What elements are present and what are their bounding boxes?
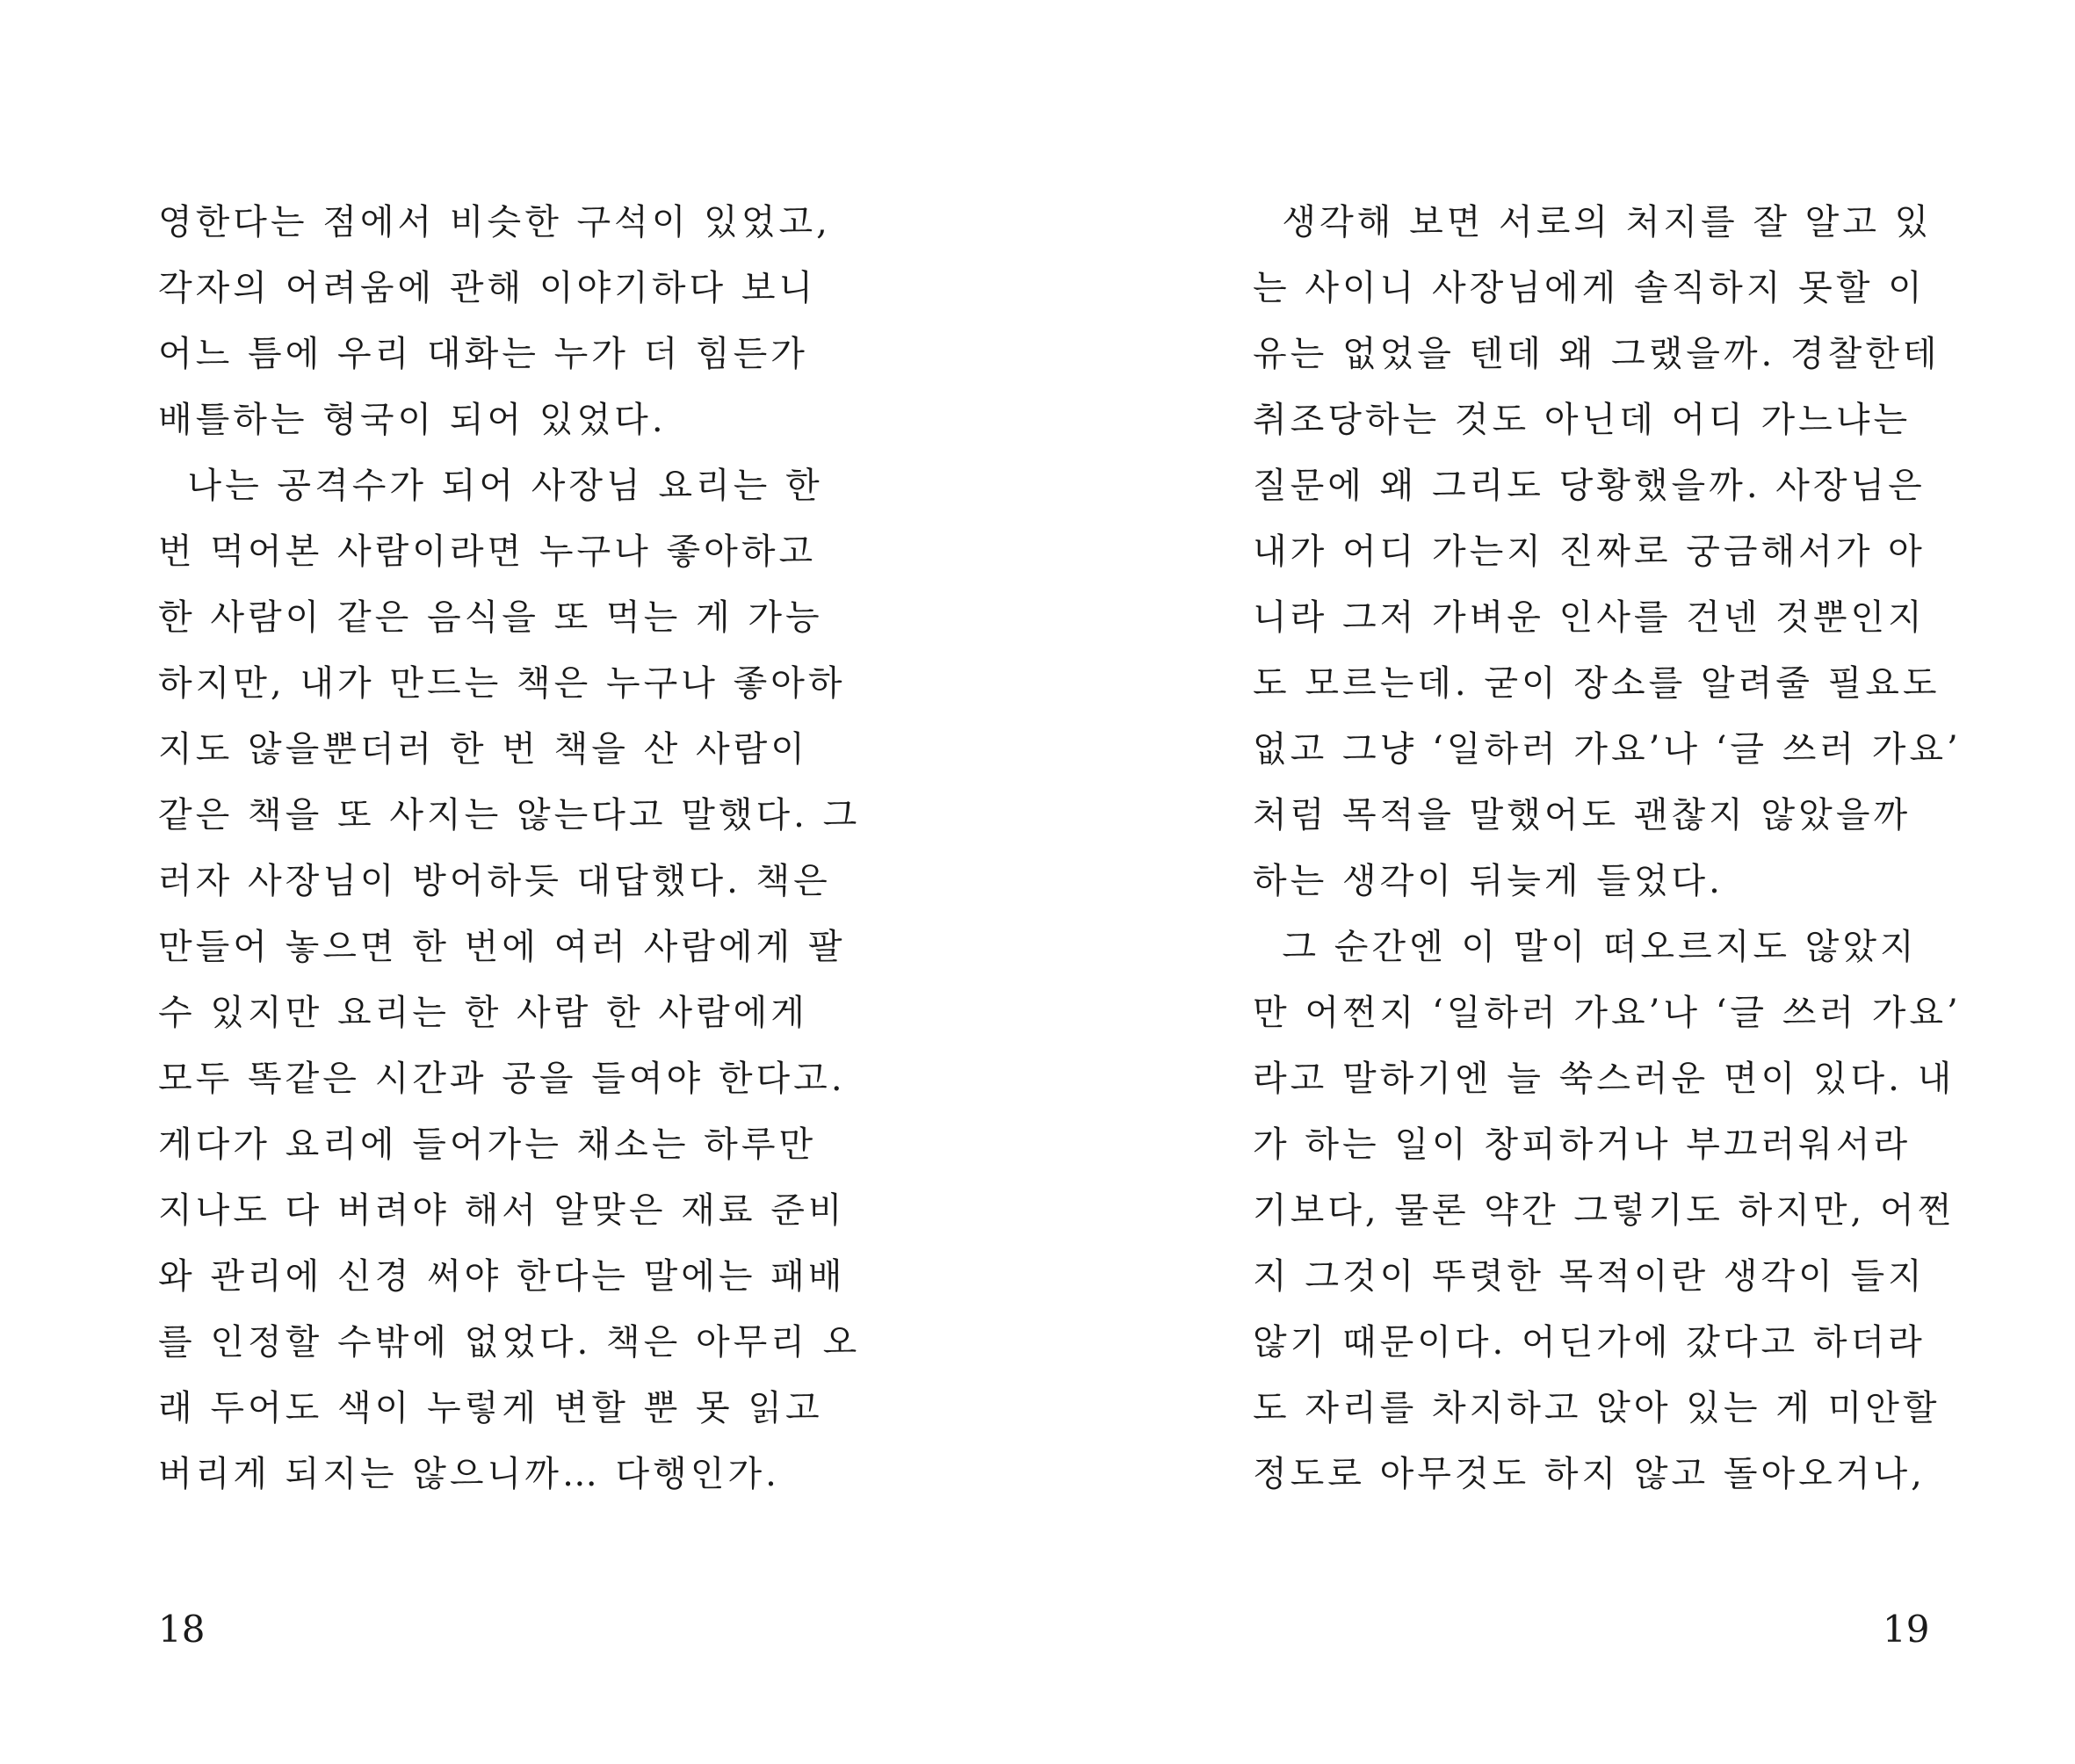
right-line-12: 그 순간엔 이 말이 떠오르지도 않았지 xyxy=(1253,927,1918,967)
right-page-number: 19 xyxy=(1883,1608,1930,1651)
right-line-5: 질문에 왜 그리도 당황했을까. 사장님은 xyxy=(1253,466,1926,506)
right-line-3: 유는 없었을 텐데 왜 그랬을까. 경찰한테 xyxy=(1253,334,1941,374)
right-line-18: 않기 때문이다. 어딘가에 갔다고 하더라 xyxy=(1253,1322,1926,1363)
left-line-1: 영한다는 점에서 비슷한 구석이 있었고, xyxy=(158,202,831,242)
left-line-12: 만들어 놓으면 한 번에 여러 사람에게 팔 xyxy=(158,927,846,967)
right-line-10: 처럼 목적을 말했어도 괜찮지 않았을까 xyxy=(1253,795,1912,835)
right-line-9: 없고 그냥 ‘일하러 가요’나 ‘글 쓰러 가요’ xyxy=(1253,729,1962,770)
right-line-7: 니라 그저 가벼운 인사를 건넨 것뿐인지 xyxy=(1253,597,1926,638)
right-line-20: 정도로 아무것도 하지 않고 돌아오거나, xyxy=(1253,1454,1926,1494)
left-line-13: 수 있지만 요리는 한 사람 한 사람에게 xyxy=(158,993,808,1033)
right-line-19: 도 자리를 차지하고 앉아 있는 게 미안할 xyxy=(1253,1388,1941,1428)
right-line-6: 내가 어디 가는지 진짜로 궁금해서가 아 xyxy=(1253,531,1926,572)
right-line-15: 가 하는 일이 창피하거나 부끄러워서라 xyxy=(1253,1124,1912,1165)
left-line-14: 모두 똑같은 시간과 공을 들여야 한다고. xyxy=(158,1059,846,1099)
left-line-3: 어느 틈에 우리 대화는 누가 더 힘든가 xyxy=(158,334,808,374)
left-line-19: 래 두어도 색이 누렇게 변할 뿐 못 읽고 xyxy=(158,1388,823,1428)
right-line-16: 기보다, 물론 약간 그렇기도 하지만, 어쩐 xyxy=(1253,1190,1956,1231)
left-line-20: 버리게 되지는 않으니까… 다행인가. xyxy=(158,1454,780,1494)
left-line-6: 번 먹어본 사람이라면 누구나 좋아하고 xyxy=(158,531,817,572)
right-line-14: 라고 말하기엔 늘 쑥스러운 면이 있다. 내 xyxy=(1253,1059,1956,1099)
left-line-11: 러자 사장님이 방어하듯 대답했다. 책은 xyxy=(158,861,831,901)
left-line-9: 지도 않을뿐더러 한 번 책을 산 사람이 xyxy=(158,729,808,770)
left-line-5: 나는 공격수가 되어 사장님 요리는 한 xyxy=(158,466,823,506)
left-line-10: 같은 책을 또 사지는 않는다고 말했다. 그 xyxy=(158,795,861,835)
left-page-number: 18 xyxy=(158,1608,206,1651)
left-line-18: 를 인정할 수밖에 없었다. 책은 아무리 오 xyxy=(158,1322,861,1363)
left-line-7: 한 사람이 같은 음식을 또 먹는 게 가능 xyxy=(158,597,823,638)
right-line-4: 취조당하는 것도 아닌데 어디 가느냐는 xyxy=(1253,400,1912,440)
left-line-8: 하지만, 내가 만드는 책은 누구나 좋아하 xyxy=(158,663,846,704)
right-line-11: 하는 생각이 뒤늦게 들었다. xyxy=(1253,861,1724,901)
left-line-17: 와 관리에 신경 써야 한다는 말에는 패배 xyxy=(158,1256,846,1297)
left-line-2: 각자의 어려움에 관해 이야기하다 보니 xyxy=(158,268,817,308)
right-line-8: 도 모르는데. 굳이 장소를 알려줄 필요도 xyxy=(1253,663,1941,704)
right-line-2: 는 사이니 사장님에게 솔직하지 못할 이 xyxy=(1253,268,1926,308)
right-line-17: 지 그것이 뚜렷한 목적이란 생각이 들지 xyxy=(1253,1256,1926,1297)
right-page xyxy=(1038,0,2075,1764)
right-line-1: 생각해 보면 서로의 처지를 잘 알고 있 xyxy=(1253,202,1933,242)
left-line-15: 게다가 요리에 들어가는 채소는 하루만 xyxy=(158,1124,817,1165)
left-line-4: 배틀하는 형국이 되어 있었다. xyxy=(158,400,667,440)
right-line-13: 만 어쩐지 ‘일하러 가요’나 ‘글 쓰러 가요’ xyxy=(1253,993,1962,1033)
left-line-16: 지나도 다 버려야 해서 알맞은 재료 준비 xyxy=(158,1190,846,1231)
